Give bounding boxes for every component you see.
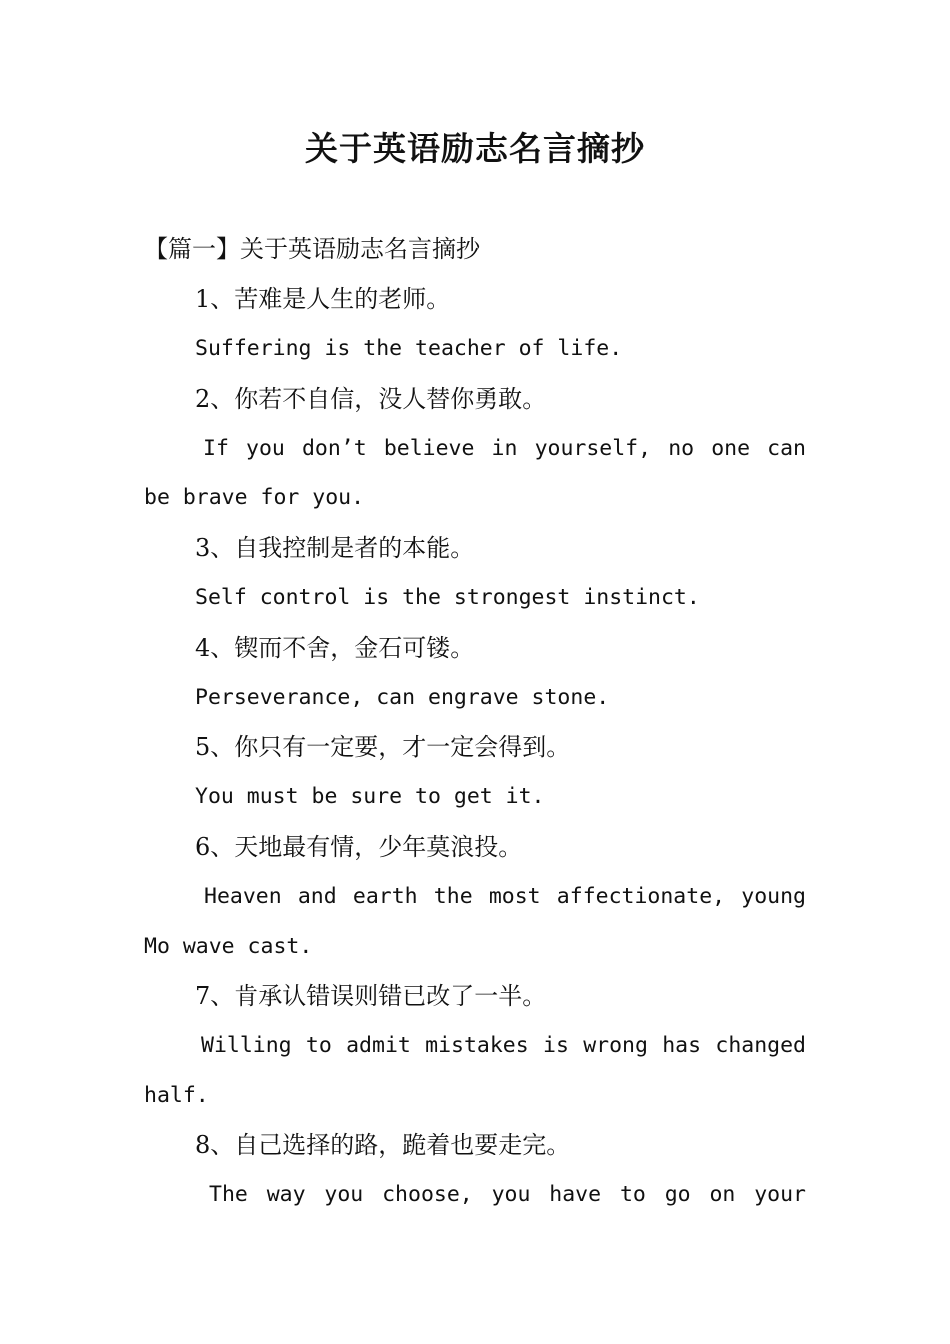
quote-5-chinese: 5、你只有一定要，才一定会得到。: [195, 733, 571, 761]
quote-5-english: You must be sure to get it.: [195, 784, 545, 809]
quote-7-english-line-2: half.: [144, 1083, 209, 1108]
quote-1-chinese: 1、苦难是人生的老师。: [195, 285, 451, 313]
quote-2-english-line-1: If you don’t believe in yourself, no one can: [203, 436, 806, 461]
quote-7-english-line-1: Willing to admit mistakes is wrong has changed: [201, 1033, 806, 1058]
quote-1-english: Suffering is the teacher of life.: [195, 336, 623, 361]
quote-4-english: Perseverance, can engrave stone.: [195, 685, 610, 710]
quote-4-chinese: 4、锲而不舍，金石可镂。: [195, 634, 475, 662]
quote-3-english: Self control is the strongest instinct.: [195, 585, 700, 610]
quote-6-chinese: 6、天地最有情，少年莫浪投。: [195, 833, 523, 861]
document-title: 关于英语励志名言摘抄: [305, 129, 645, 168]
quote-6-english-line-1: Heaven and earth the most affectionate, young: [204, 884, 806, 909]
quote-2-english-line-2: be brave for you.: [144, 485, 365, 510]
quote-6-english-line-2: Mo wave cast.: [144, 934, 313, 959]
quote-8-english-line-1: The way you choose, you have to go on your: [209, 1182, 806, 1207]
section-heading: 【篇一】关于英语励志名言摘抄: [144, 235, 480, 263]
quote-8-chinese: 8、自己选择的路，跪着也要走完。: [195, 1131, 571, 1159]
quote-2-chinese: 2、你若不自信，没人替你勇敢。: [195, 385, 547, 413]
quote-7-chinese: 7、肯承认错误则错已改了一半。: [195, 982, 547, 1010]
quote-3-chinese: 3、自我控制是者的本能。: [195, 534, 475, 562]
